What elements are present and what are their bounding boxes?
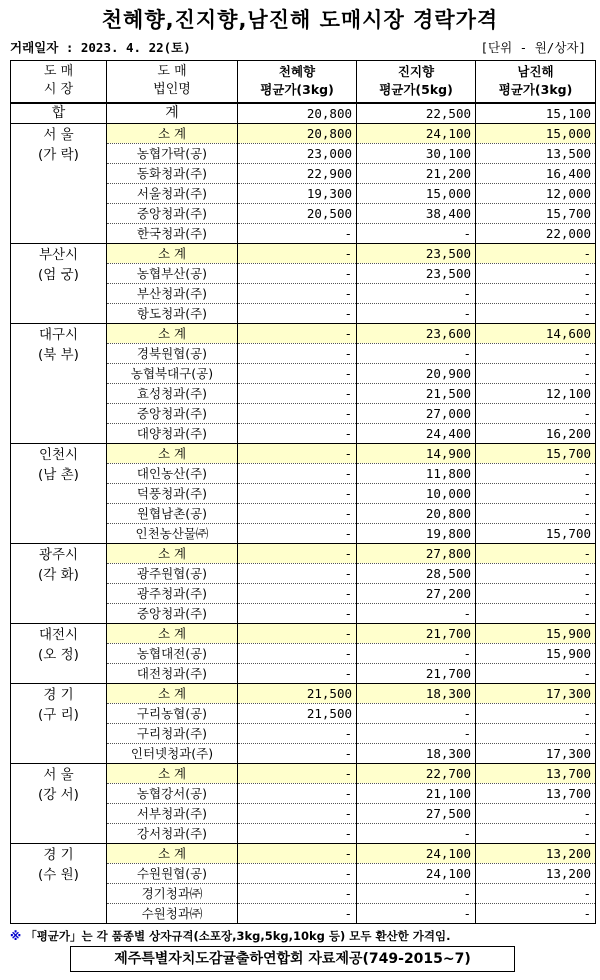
price-value: 24,100	[357, 863, 476, 883]
price-value: -	[357, 903, 476, 923]
subtotal-row	[11, 123, 596, 143]
price-value: 16,200	[476, 423, 596, 443]
company-name: 원협남촌(공)	[107, 503, 238, 523]
price-value: 15,900	[476, 643, 596, 663]
price-value: -	[238, 723, 357, 743]
market-name: (가 락)	[38, 146, 79, 163]
market-name: (오 정)	[38, 646, 79, 663]
company-name: 구리농협(공)	[107, 703, 238, 723]
price-value: 15,700	[476, 443, 596, 463]
price-value: 18,300	[357, 743, 476, 763]
price-value: -	[238, 243, 357, 263]
price-value: 21,100	[357, 783, 476, 803]
company-name: 농협북대구(공)	[107, 363, 238, 383]
company-name: 구리청과(주)	[107, 723, 238, 743]
price-value: 11,800	[357, 463, 476, 483]
company-name: 농협대전(공)	[107, 643, 238, 663]
price-value: -	[476, 583, 596, 603]
company-name: 중앙청과(주)	[107, 403, 238, 423]
price-value: 13,200	[476, 843, 596, 863]
price-value: -	[238, 843, 357, 863]
subtotal-row	[11, 683, 596, 703]
subtotal-row	[11, 443, 596, 463]
price-value: -	[476, 543, 596, 563]
price-value: -	[238, 323, 357, 343]
price-value: 12,000	[476, 183, 596, 203]
price-value: 20,800	[357, 503, 476, 523]
subtotal-row	[11, 543, 596, 563]
company-name: 덕풍청과(주)	[107, 483, 238, 503]
market-name: (각 화)	[38, 566, 79, 583]
subtotal-row	[11, 623, 596, 643]
company-name: 농협강서(공)	[107, 783, 238, 803]
market-name: 대전시	[38, 626, 79, 643]
total-label: 합	[11, 103, 107, 124]
note-text: 「평균가」는 각 품종별 상자규격(소포장,3kg,5kg,10kg 등) 모두 환산한 가격임.	[25, 929, 451, 943]
price-value: 15,000	[476, 123, 596, 143]
price-value: -	[238, 803, 357, 823]
market-cell	[11, 243, 107, 323]
price-value: 15,700	[476, 523, 596, 543]
company-name: 인터넷청과(주)	[107, 743, 238, 763]
header-company: 도 매 법인명	[107, 61, 238, 103]
price-value: -	[238, 363, 357, 383]
market-name: (구 리)	[38, 706, 79, 723]
subtotal-row	[11, 763, 596, 783]
market-name: 서 울	[43, 766, 74, 783]
price-value: 24,400	[357, 423, 476, 443]
price-table	[10, 60, 596, 924]
market-name: 인천시	[38, 446, 79, 463]
price-value: 17,300	[476, 683, 596, 703]
price-value: 27,200	[357, 583, 476, 603]
market-name: 경 기	[43, 686, 74, 703]
market-name: (강 서)	[38, 786, 79, 803]
price-value: 15,700	[476, 203, 596, 223]
subtotal-row	[11, 843, 596, 863]
market-cell	[11, 763, 107, 843]
price-value: -	[238, 523, 357, 543]
price-value: 38,400	[357, 203, 476, 223]
price-value: 13,200	[476, 863, 596, 883]
company-name: 수원원협(공)	[107, 863, 238, 883]
subtotal-label: 소 계	[107, 323, 238, 343]
price-value: -	[238, 283, 357, 303]
header-market: 도 매 시 장	[11, 61, 107, 103]
market-name: 대구시	[38, 326, 79, 343]
price-value: -	[238, 423, 357, 443]
price-value: 21,500	[238, 683, 357, 703]
price-value: -	[476, 803, 596, 823]
price-value: -	[238, 223, 357, 243]
price-value: -	[238, 603, 357, 623]
company-name: 중앙청과(주)	[107, 203, 238, 223]
company-name: 대인농산(주)	[107, 463, 238, 483]
price-value: 14,600	[476, 323, 596, 343]
table-header-row	[11, 61, 596, 103]
price-value: -	[238, 303, 357, 323]
company-name: 대양청과(주)	[107, 423, 238, 443]
table-body	[11, 103, 596, 924]
price-value: -	[476, 363, 596, 383]
price-value: 17,300	[476, 743, 596, 763]
price-value: -	[476, 483, 596, 503]
price-value: 21,200	[357, 163, 476, 183]
market-name: (남 촌)	[38, 466, 79, 483]
price-value: -	[238, 863, 357, 883]
price-value: -	[238, 823, 357, 843]
company-name: 수원청과㈜	[107, 903, 238, 923]
company-name: 효성청과(주)	[107, 383, 238, 403]
price-value: 30,100	[357, 143, 476, 163]
price-value: 13,700	[476, 763, 596, 783]
price-value: -	[476, 823, 596, 843]
price-value: 24,100	[357, 123, 476, 143]
market-cell	[11, 683, 107, 763]
market-name: 광주시	[38, 546, 79, 563]
price-value: 22,900	[238, 163, 357, 183]
price-value: 28,500	[357, 563, 476, 583]
company-name: 대전청과(주)	[107, 663, 238, 683]
price-value: -	[238, 483, 357, 503]
price-value: -	[476, 883, 596, 903]
subtotal-label: 소 계	[107, 683, 238, 703]
price-value: -	[357, 643, 476, 663]
price-value: -	[238, 383, 357, 403]
price-value: -	[238, 663, 357, 683]
price-value: 23,000	[238, 143, 357, 163]
price-value: -	[238, 343, 357, 363]
source-box: 제주특별자치도감귤출하연합회 자료제공(749-2015~7)	[70, 946, 515, 972]
company-name: 동화청과(주)	[107, 163, 238, 183]
market-cell	[11, 123, 107, 243]
price-value: -	[238, 583, 357, 603]
market-name: (북 부)	[38, 346, 79, 363]
price-value: -	[238, 623, 357, 643]
price-value: 20,900	[357, 363, 476, 383]
company-name: 경북원협(공)	[107, 343, 238, 363]
price-value: -	[357, 883, 476, 903]
price-value: 21,700	[357, 663, 476, 683]
price-value: 21,500	[238, 703, 357, 723]
market-cell	[11, 323, 107, 443]
company-name: 중앙청과(주)	[107, 603, 238, 623]
company-name: 경기청과㈜	[107, 883, 238, 903]
price-value: 24,100	[357, 843, 476, 863]
price-value: -	[476, 663, 596, 683]
price-value: 15,900	[476, 623, 596, 643]
price-value: 14,900	[357, 443, 476, 463]
header-jinjihyang: 진지향 평균가(5kg)	[357, 61, 476, 103]
company-name: 서부청과(주)	[107, 803, 238, 823]
price-value: -	[357, 283, 476, 303]
price-value: -	[238, 503, 357, 523]
price-value: -	[238, 403, 357, 423]
price-value: -	[476, 343, 596, 363]
price-value: 16,400	[476, 163, 596, 183]
price-value: 27,500	[357, 803, 476, 823]
company-name: 광주청과(주)	[107, 583, 238, 603]
market-cell	[11, 623, 107, 683]
price-value: -	[238, 903, 357, 923]
price-value: 23,500	[357, 263, 476, 283]
company-name: 광주원협(공)	[107, 563, 238, 583]
price-value: -	[238, 563, 357, 583]
subtotal-row	[11, 243, 596, 263]
price-value: -	[238, 443, 357, 463]
price-value: -	[476, 563, 596, 583]
company-name: 농협부산(공)	[107, 263, 238, 283]
unit-label: [단위 - 원/상자]	[480, 40, 586, 55]
price-value: 21,700	[357, 623, 476, 643]
subtotal-label: 소 계	[107, 623, 238, 643]
price-value: 18,300	[357, 683, 476, 703]
market-name: (엄 궁)	[38, 266, 79, 283]
page-title: 천혜향,진지향,남진해 도매시장 경락가격	[101, 8, 499, 32]
subtotal-label: 소 계	[107, 843, 238, 863]
price-value: -	[476, 263, 596, 283]
price-value: 22,000	[476, 223, 596, 243]
price-value: 23,600	[357, 323, 476, 343]
header-namjinhae: 남진해 평균가(3kg)	[476, 61, 596, 103]
trade-date: 거래일자 : 2023. 4. 22(토)	[10, 40, 191, 55]
price-value: -	[476, 503, 596, 523]
price-value: -	[238, 783, 357, 803]
total-value: 15,100	[476, 103, 596, 124]
company-name: 농협가락(공)	[107, 143, 238, 163]
company-name: 서울청과(주)	[107, 183, 238, 203]
footnote	[10, 928, 595, 944]
price-value: -	[476, 463, 596, 483]
total-value: 22,500	[357, 103, 476, 124]
total-row	[11, 103, 596, 124]
price-value: -	[476, 303, 596, 323]
subtotal-row	[11, 323, 596, 343]
price-value: -	[476, 703, 596, 723]
market-name: 경 기	[43, 846, 74, 863]
price-value: 27,800	[357, 543, 476, 563]
note-mark: ※	[10, 929, 22, 943]
company-name: 항도청과(주)	[107, 303, 238, 323]
market-cell	[11, 443, 107, 543]
price-value: 10,000	[357, 483, 476, 503]
company-name: 부산청과(주)	[107, 283, 238, 303]
price-value: -	[238, 543, 357, 563]
subtotal-label: 소 계	[107, 543, 238, 563]
info-line	[10, 38, 590, 56]
price-value: -	[357, 703, 476, 723]
price-value: -	[476, 243, 596, 263]
total-value: 20,800	[238, 103, 357, 124]
subtotal-label: 소 계	[107, 123, 238, 143]
market-name: 부산시	[38, 246, 79, 263]
price-value: 20,500	[238, 203, 357, 223]
market-cell	[11, 543, 107, 623]
price-value: 20,800	[238, 123, 357, 143]
price-value: -	[476, 603, 596, 623]
price-value: -	[476, 723, 596, 743]
company-name: 한국청과(주)	[107, 223, 238, 243]
total-label-2: 계	[107, 103, 238, 124]
price-value: 27,000	[357, 403, 476, 423]
price-value: -	[238, 463, 357, 483]
company-name: 강서청과(주)	[107, 823, 238, 843]
company-name: 인천농산물㈜	[107, 523, 238, 543]
price-value: 22,700	[357, 763, 476, 783]
price-value: -	[357, 223, 476, 243]
price-value: -	[238, 643, 357, 663]
header-cheonhyehyang: 천혜향 평균가(3kg)	[238, 61, 357, 103]
price-value: 19,300	[238, 183, 357, 203]
price-value: -	[238, 763, 357, 783]
price-value: -	[476, 403, 596, 423]
price-value: -	[238, 263, 357, 283]
price-value: -	[357, 603, 476, 623]
price-value: 19,800	[357, 523, 476, 543]
price-value: 13,500	[476, 143, 596, 163]
market-cell	[11, 843, 107, 923]
price-value: -	[476, 283, 596, 303]
subtotal-label: 소 계	[107, 243, 238, 263]
market-name: 서 울	[43, 126, 74, 143]
price-value: -	[238, 883, 357, 903]
subtotal-label: 소 계	[107, 443, 238, 463]
subtotal-label: 소 계	[107, 763, 238, 783]
price-value: 21,500	[357, 383, 476, 403]
price-value: -	[357, 343, 476, 363]
price-value: 23,500	[357, 243, 476, 263]
price-value: -	[238, 743, 357, 763]
price-value: -	[476, 903, 596, 923]
price-value: -	[357, 723, 476, 743]
price-value: 15,000	[357, 183, 476, 203]
market-name: (수 원)	[38, 866, 79, 883]
price-value: -	[357, 303, 476, 323]
price-value: -	[357, 823, 476, 843]
price-value: 13,700	[476, 783, 596, 803]
price-value: 12,100	[476, 383, 596, 403]
